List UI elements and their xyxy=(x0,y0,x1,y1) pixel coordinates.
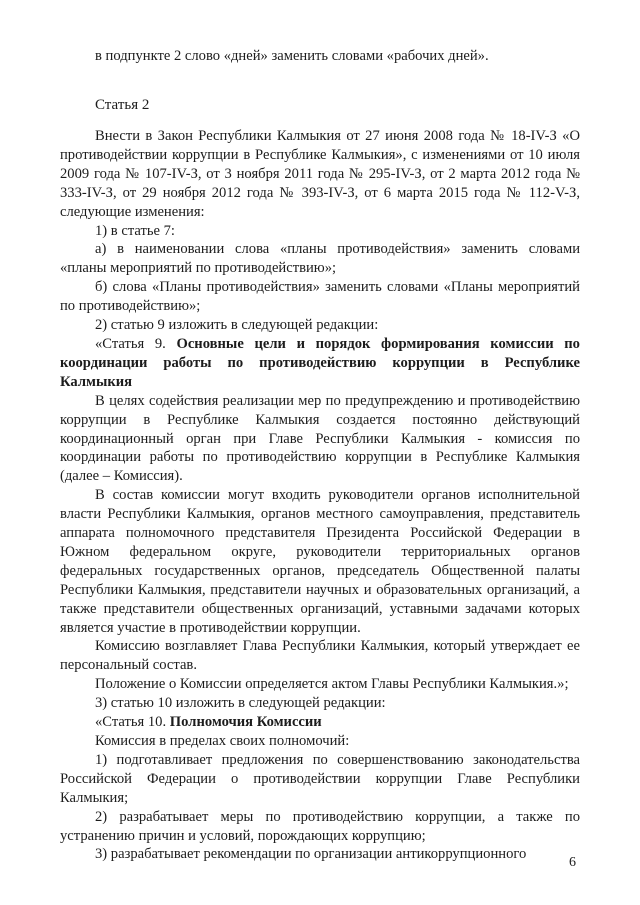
article9-paragraph-3: Комиссию возглавляет Глава Республики Калмыкия, который утверждает ее персональный состав. xyxy=(60,638,580,674)
article10-intro: Комиссия в пределах своих полномочий: xyxy=(95,733,350,749)
article9-title: Основные цели и порядок формирования комиссии по координации работы по противодействию коррупции в Республике Калмыкия xyxy=(60,335,580,390)
article10-item-2: 2) разрабатывает меры по противодействию коррупции, а также по устранению причин и условий, порождающих коррупцию; xyxy=(60,808,580,844)
article2-heading-block xyxy=(60,96,580,115)
article9-paragraph-1: В целях содействия реализации мер по предупреждению и противодействию коррупции в Республике Калмыкия создается постоянно действующий координационный орган при Главе Республики Калмыкия - комиссия по координации работы по противодействию коррупции в Республике Калмыкия (далее – Комиссия). xyxy=(60,392,580,485)
article9-prefix: «Статья 9. xyxy=(95,335,166,352)
item-1b: б) слова «Планы противодействия» заменить словами «Планы мероприятий по противодействию»; xyxy=(60,279,580,315)
article10-prefix: «Статья 10. xyxy=(95,714,167,731)
top-line-block xyxy=(60,47,580,66)
article9-paragraph-4: Положение о Комиссии определяется актом Главы Республики Калмыкия.»; xyxy=(95,676,569,693)
top-line: в подпункте 2 слово «дней» заменить словами «рабочих дней». xyxy=(95,48,489,64)
article10-item-3: 3) разрабатывает рекомендации по организации антикоррупционного xyxy=(95,846,527,863)
item-1a: а) в наименовании слова «планы противодействия» заменить словами «планы мероприятий по противодействию»; xyxy=(60,241,580,277)
article10-title: Полномочия Комиссии xyxy=(169,714,322,731)
article2-heading: Статья 2 xyxy=(95,97,150,113)
item-2: 2) статью 9 изложить в следующей редакции: xyxy=(95,317,379,334)
article10-item-1: 1) подготавливает предложения по совершенствованию законодательства Российской Федерации о противодействии коррупции Главе Республики Калмыкия; xyxy=(60,751,580,806)
article2-intro: Внести в Закон Республики Калмыкия от 27 июня 2008 года № 18-IV-З «О противодействии коррупции в Республике Калмыкия», с изменениями от 10 июля 2009 года № 107-IV-З, от 3 ноября 2011 года № 295-IV-З, от 2 марта 2012 года № 333-IV-З, от 29 ноября 2012 года № 393-IV-З, от 6 марта 2015 года № 112-V-З, следующие изменения: xyxy=(60,128,580,220)
article10-heading xyxy=(60,713,580,732)
item-1: 1) в статье 7: xyxy=(95,222,175,239)
article9-heading xyxy=(60,335,580,392)
document-body xyxy=(60,127,580,864)
item-3: 3) статью 10 изложить в следующей редакции: xyxy=(95,695,386,712)
page-number: 6 xyxy=(569,855,576,870)
article9-paragraph-2: В состав комиссии могут входить руководители органов исполнительной власти Республики Калмыкия, органов местного самоуправления, представитель аппарата полномочного представителя Президента Российской Федерации в Южном федеральном округе, руководители территориальных органов федеральных государственных органов, председатель Общественной палаты Республики Калмыкия, представители научных и образовательных организаций, а также представители общественных организаций, уставными задачами которых является участие в противодействии коррупции. xyxy=(60,487,580,636)
